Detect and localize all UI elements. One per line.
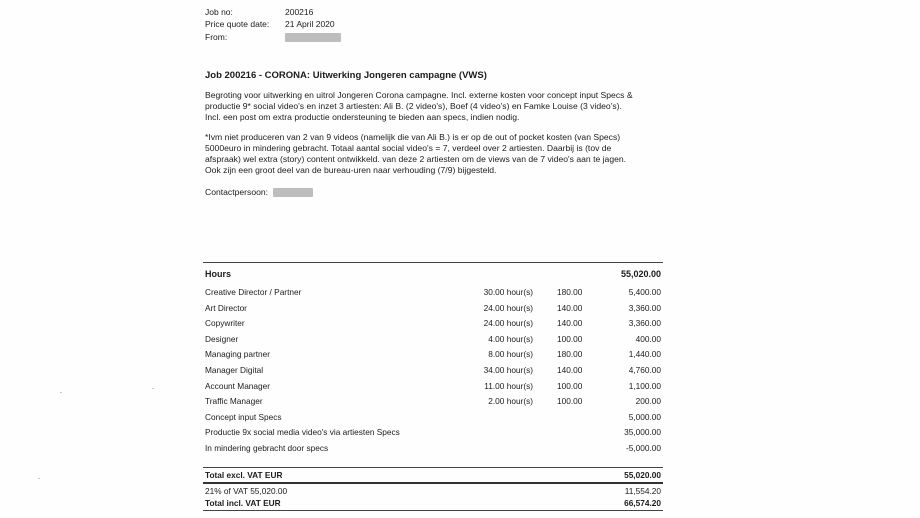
table-row [205, 380, 661, 392]
row-quantity: 8.00 hour(s) [488, 349, 533, 360]
vat-value: 11,554.20 [624, 486, 661, 496]
row-quantity: 2.00 hour(s) [488, 396, 533, 407]
hours-total: 55,020.00 [620, 269, 661, 279]
row-quantity: 11.00 hour(s) [484, 380, 533, 391]
row-amount: -5,000.00 [625, 443, 661, 453]
job-heading: Job 200216 - CORONA: Uitwerking Jongeren campagne (VWS) [205, 70, 487, 81]
row-description: Account Manager [205, 380, 271, 391]
row-rate: 180.00 [557, 349, 583, 360]
meta-label: Job no: [205, 7, 233, 17]
row-description: Manager Digital [205, 365, 264, 375]
row-rate: 140.00 [557, 365, 583, 375]
paragraph-line: 5000euro in mindering gebracht. Totaal aantal social video's = 7, verdeel over 2 artiesten. Daarbij is (tov de [205, 143, 612, 153]
redacted-name [285, 33, 341, 42]
table-row [205, 395, 661, 407]
scan-speck [60, 392, 62, 393]
table-row [205, 442, 661, 454]
row-amount: 5,400.00 [628, 287, 661, 297]
row-rate: 140.00 [557, 318, 583, 329]
total-excl-value: 55,020.00 [624, 470, 661, 480]
table-row [205, 333, 661, 345]
table-row [205, 411, 661, 423]
row-amount: 35,000.00 [624, 427, 661, 438]
row-amount: 400.00 [635, 333, 661, 344]
contact-person [205, 187, 313, 198]
row-amount: 4,760.00 [628, 365, 661, 375]
totals-top-rule [203, 467, 663, 468]
row-description: Productie 9x social media video's via artiesten Specs [205, 427, 400, 438]
scan-speck [38, 478, 40, 479]
row-quantity: 30.00 hour(s) [483, 287, 533, 297]
description-paragraph [205, 90, 675, 123]
hours-header-row [205, 268, 661, 280]
row-amount: 3,360.00 [628, 302, 661, 313]
total-excl-row [205, 469, 661, 481]
meta-value: 200216 [285, 7, 314, 17]
total-incl-label: Total incl. VAT EUR [205, 498, 281, 508]
total-incl-row [205, 497, 661, 509]
table-row [205, 426, 661, 438]
row-amount: 1,100.00 [628, 380, 661, 391]
table-row [205, 364, 661, 376]
row-description: Concept input Specs [205, 411, 282, 422]
row-quantity: 24.00 hour(s) [483, 318, 533, 329]
paragraph-line: *Ivm niet produceren van 2 van 9 videos (namelijk die van Ali B.) is er op de out of pocket kosten (van Specs) [205, 132, 621, 142]
row-rate: 100.00 [557, 380, 583, 391]
row-description: In mindering gebracht door specs [205, 443, 329, 453]
table-row [205, 286, 661, 298]
redacted-contact [273, 188, 313, 197]
row-amount: 1,440.00 [628, 349, 661, 360]
vat-row [205, 485, 661, 497]
row-quantity: 24.00 hour(s) [483, 302, 533, 313]
paragraph-line: productie 9* social video's en inzet 3 artiesten: Ali B. (2 video's), Boef (4 video's) en Famke Louise (3 video's). [205, 101, 622, 111]
note-paragraph [205, 132, 675, 176]
row-rate: 100.00 [557, 396, 583, 407]
paragraph-line: Incl. een post om extra productie ondersteuning te bieden aan specs, indien nodig. [205, 112, 520, 122]
totals-mid-rule [203, 482, 663, 484]
row-description: Traffic Manager [205, 396, 263, 407]
row-amount: 5,000.00 [628, 411, 661, 422]
table-top-rule [203, 262, 663, 263]
table-row [205, 317, 661, 329]
row-description: Art Director [205, 302, 247, 313]
row-description: Copywriter [205, 318, 245, 329]
vat-label: 21% of VAT 55,020.00 [205, 486, 288, 496]
total-excl-label: Total excl. VAT EUR [205, 470, 283, 480]
contact-label: Contactpersoon: [205, 187, 269, 197]
row-rate: 180.00 [557, 287, 583, 297]
table-row [205, 302, 661, 314]
paragraph-line: Begroting voor uitwerking en uitrol Jongeren Corona campagne. Incl. externe kosten voor concept input Specs & [205, 90, 633, 100]
row-amount: 3,360.00 [628, 318, 661, 329]
totals-bottom-rule [203, 510, 663, 511]
row-rate: 100.00 [557, 333, 583, 344]
meta-value: 21 April 2020 [285, 19, 335, 29]
row-rate: 140.00 [557, 302, 583, 313]
meta-value [285, 31, 341, 43]
scan-speck [152, 388, 154, 389]
hours-title: Hours [205, 269, 232, 279]
row-quantity: 4.00 hour(s) [488, 333, 533, 344]
row-description: Designer [205, 333, 239, 344]
table-row [205, 348, 661, 360]
meta-label: From: [205, 32, 228, 42]
paragraph-line: Ook zijn een groot deel van de bureau-uren naar verhouding (7/9) bijgesteld. [205, 165, 497, 175]
row-description: Creative Director / Partner [205, 287, 302, 297]
row-quantity: 34.00 hour(s) [483, 365, 533, 375]
paragraph-line: afspraak) wel extra (story) content ontwikkeld. van deze 2 artiesten om de views van de 7 video's aan te jagen. [205, 154, 627, 164]
row-amount: 200.00 [635, 396, 661, 407]
meta-label: Price quote date: [205, 19, 270, 29]
row-description: Managing partner [205, 349, 271, 360]
total-incl-value: 66,574.20 [624, 498, 661, 508]
